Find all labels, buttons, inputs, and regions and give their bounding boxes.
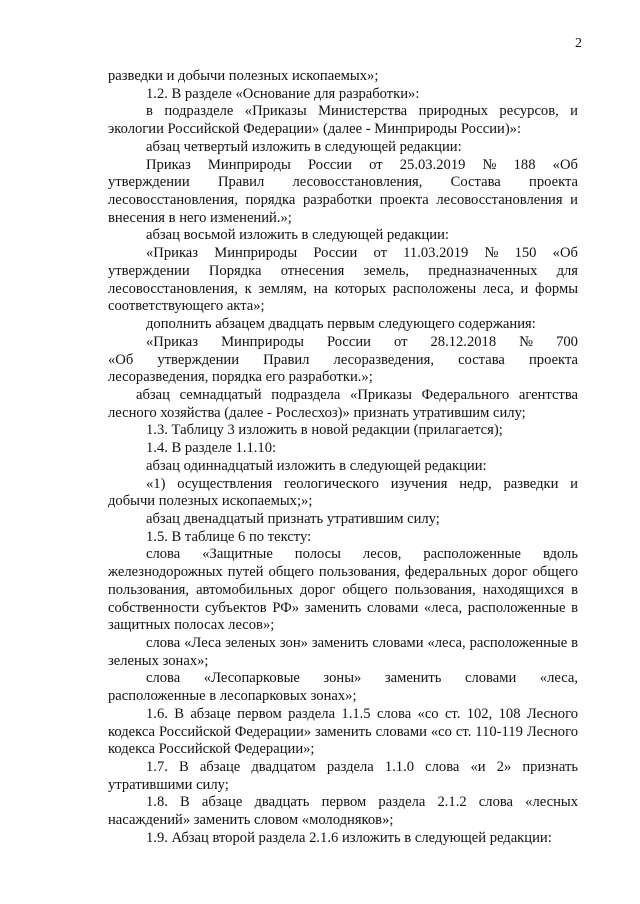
- paragraph-continuation: утверждении Правил лесовосстановления, Состава проекта лесовосстановления, порядка разработки проекта лесовосстановления и внесения в него изменений.»;: [108, 174, 578, 226]
- word: Минприроды: [214, 245, 298, 262]
- word: Приказ: [146, 156, 191, 173]
- word: «Приказ: [146, 333, 199, 350]
- paragraph-first-line: [108, 245, 578, 263]
- word: 700: [556, 333, 578, 350]
- paragraph: 1.5. В таблице 6 по тексту:: [146, 528, 312, 545]
- word: зоны»: [323, 670, 362, 687]
- word: №: [482, 156, 497, 173]
- word: №: [519, 333, 534, 350]
- word: «леса,: [539, 670, 578, 687]
- paragraph: 1.3. Таблицу 3 изложить в новой редакции (прилагается);: [146, 422, 503, 439]
- word: слова: [146, 670, 181, 687]
- paragraph: 1.6. В абзаце первом раздела 1.1.5 слова «со ст. 102, 108 Лесного кодекса Российской Федерации» заменить словами «со ст. 110-119 Лесного кодекса Российской Федерации»;: [108, 705, 578, 758]
- paragraph: абзац семнадцатый подраздела «Приказы Федерального агентства лесного хозяйства (далее - Рослесхоз)» признать утратившим силу;: [108, 386, 578, 421]
- paragraph-first-line: [108, 670, 578, 688]
- word: №: [484, 245, 499, 262]
- word: 11.03.2019: [403, 245, 469, 262]
- paragraph: дополнить абзацем двадцать первым следующего содержания:: [146, 316, 536, 333]
- paragraph-continuation: утверждении Порядка отнесения земель, предназначенных для лесовосстановления, к землям, на которых расположены леса, и формы соответствующего акта»;: [108, 262, 578, 315]
- paragraph-continuation: расположенные в лесопарковых зонах»;: [108, 688, 357, 705]
- page-number: 2: [575, 36, 582, 51]
- paragraph: слова «Защитные полосы лесов, расположенные вдоль железнодорожных путей общего пользования, федеральных дорог общего пользования, автомобильных дорог общего пользования, находящихся в собственности субъектов РФ» заменить словами «леса, расположенные в защитных полосах лесов»;: [108, 546, 578, 634]
- paragraph: 1.8. В абзаце двадцать первом раздела 2.1.2 слова «лесных насаждений» заменить словом «молодняков»;: [108, 794, 578, 829]
- word: заменить: [384, 670, 442, 687]
- paragraph-first-line: [108, 157, 578, 175]
- paragraph: абзац двенадцатый признать утратившим силу;: [146, 510, 440, 527]
- paragraph: абзац восьмой изложить в следующей редакции:: [146, 227, 449, 244]
- word: словами: [464, 670, 517, 687]
- document-body: [108, 68, 578, 848]
- word: Минприроды: [207, 156, 291, 173]
- paragraph-continuation: «Об утверждении Правил лесоразведения, состава проекта лесоразведения, порядка его разработки.»;: [108, 351, 578, 386]
- word: 25.03.2019: [399, 156, 466, 173]
- word: России: [326, 333, 371, 350]
- paragraph: «1) осуществления геологического изучения недр, разведки и добычи полезных ископаемых;»;: [108, 475, 578, 510]
- word: России: [313, 245, 358, 262]
- paragraph: 1.4. В разделе 1.1.10:: [146, 440, 277, 457]
- word: «Приказ: [146, 245, 199, 262]
- paragraph: в подразделе «Приказы Министерства природных ресурсов, и экологии Российской Федерации» (далее - Минприроды России)»:: [108, 103, 578, 138]
- paragraph: разведки и добычи полезных ископаемых»;: [108, 68, 379, 84]
- paragraph: 1.9. Абзац второй раздела 2.1.6 изложить в следующей редакции:: [146, 829, 552, 846]
- word: 150: [514, 245, 537, 262]
- word: от: [373, 245, 387, 262]
- word: «Лесопарковые: [203, 670, 300, 687]
- word: Минприроды: [221, 333, 304, 350]
- paragraph: абзац одиннадцатый изложить в следующей редакции:: [146, 457, 487, 474]
- word: 28.12.2018: [430, 333, 497, 350]
- paragraph: слова «Леса зеленых зон» заменить словами «леса, расположенные в зеленых зонах»;: [108, 635, 578, 669]
- word: «Об: [552, 245, 578, 262]
- word: «Об: [552, 156, 578, 173]
- paragraph: 1.2. В разделе «Основание для разработки»:: [146, 85, 420, 102]
- word: от: [393, 333, 408, 350]
- paragraph-first-line: [108, 334, 578, 352]
- word: России: [307, 156, 352, 173]
- paragraph: абзац четвертый изложить в следующей редакции:: [146, 138, 462, 155]
- word: от: [369, 156, 383, 173]
- paragraph: 1.7. В абзаце двадцатом раздела 1.1.0 слова «и 2» признать утратившими силу;: [108, 759, 578, 793]
- word: 188: [513, 156, 536, 173]
